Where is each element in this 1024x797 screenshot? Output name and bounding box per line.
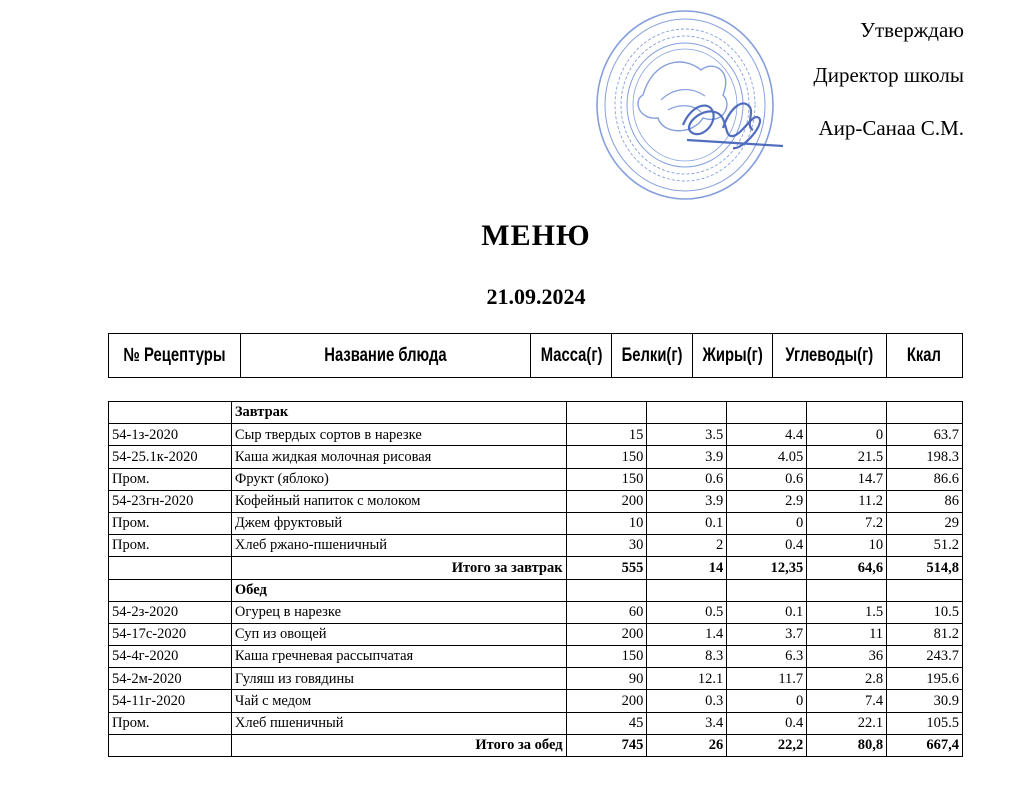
header-row: [109, 334, 963, 378]
kcal-cell: 195.6: [887, 668, 963, 690]
recipe-code-cell: [109, 557, 232, 579]
recipe-code-cell: Пром.: [109, 512, 232, 534]
fat-cell: 0.4: [727, 535, 807, 557]
kcal-cell: 105.5: [887, 712, 963, 734]
recipe-code-cell: [109, 734, 232, 756]
total-row: [109, 557, 963, 579]
protein-cell: 1.4: [647, 623, 727, 645]
fat-cell: 11.7: [727, 668, 807, 690]
table-row: [109, 446, 963, 468]
protein-cell: 2: [647, 535, 727, 557]
fat-cell: 6.3: [727, 646, 807, 668]
carbs-cell: 14.7: [807, 468, 887, 490]
approval-line-approve: Утверждаю: [860, 18, 964, 42]
col-mass: Масса(г): [531, 334, 612, 378]
fat-cell: 3.7: [727, 623, 807, 645]
kcal-cell: 10.5: [887, 601, 963, 623]
carbs-cell: 64,6: [807, 557, 887, 579]
recipe-code-cell: 54-17с-2020: [109, 623, 232, 645]
mass-cell: 200: [566, 623, 647, 645]
carbs-cell: 7.2: [807, 512, 887, 534]
protein-cell: 0.5: [647, 601, 727, 623]
dish-name-cell: Хлеб пшеничный: [231, 712, 566, 734]
table-row: [109, 668, 963, 690]
protein-cell: 26: [647, 734, 727, 756]
table-row: [109, 424, 963, 446]
fat-cell: 22,2: [727, 734, 807, 756]
carbs-cell: 0: [807, 424, 887, 446]
kcal-cell: [887, 579, 963, 601]
kcal-cell: 667,4: [887, 734, 963, 756]
kcal-cell: [887, 402, 963, 424]
fat-cell: 0.4: [727, 712, 807, 734]
dish-name-cell: Сыр твердых сортов в нарезке: [231, 424, 566, 446]
mass-cell: 60: [566, 601, 647, 623]
mass-cell: 555: [566, 557, 647, 579]
mass-cell: 90: [566, 668, 647, 690]
dish-name-cell: Чай с медом: [231, 690, 566, 712]
mass-cell: 150: [566, 646, 647, 668]
menu-date: 21.09.2024: [486, 284, 586, 309]
protein-cell: 3.4: [647, 712, 727, 734]
approval-block: [813, 14, 964, 145]
protein-cell: 0.3: [647, 690, 727, 712]
kcal-cell: 29: [887, 512, 963, 534]
col-kcal: Ккал: [886, 334, 962, 378]
col-dish-name: Название блюда: [240, 334, 530, 378]
recipe-code-cell: 54-11г-2020: [109, 690, 232, 712]
dish-name-cell: Каша жидкая молочная рисовая: [231, 446, 566, 468]
mass-cell: 200: [566, 690, 647, 712]
carbs-cell: 7.4: [807, 690, 887, 712]
protein-cell: 12.1: [647, 668, 727, 690]
table-row: [109, 712, 963, 734]
dish-name-cell: Суп из овощей: [231, 623, 566, 645]
menu-table-body: [109, 402, 963, 757]
school-seal-stamp: [583, 0, 783, 212]
fat-cell: 0: [727, 690, 807, 712]
carbs-cell: 10: [807, 535, 887, 557]
fat-cell: 0.6: [727, 468, 807, 490]
mass-cell: 10: [566, 512, 647, 534]
table-row: [109, 468, 963, 490]
col-carbs: Углеводы(г): [773, 334, 887, 378]
carbs-cell: 1.5: [807, 601, 887, 623]
protein-cell: [647, 579, 727, 601]
kcal-cell: 63.7: [887, 424, 963, 446]
dish-name-cell: Хлеб ржано-пшеничный: [231, 535, 566, 557]
protein-cell: 3.9: [647, 446, 727, 468]
table-row: [109, 535, 963, 557]
dish-name-cell: Огурец в нарезке: [231, 601, 566, 623]
col-fat: Жиры(г): [692, 334, 772, 378]
fat-cell: 2.9: [727, 490, 807, 512]
mass-cell: 150: [566, 446, 647, 468]
mass-cell: 200: [566, 490, 647, 512]
protein-cell: 0.1: [647, 512, 727, 534]
kcal-cell: 514,8: [887, 557, 963, 579]
approval-line-position: Директор школы: [813, 63, 964, 87]
carbs-cell: 21.5: [807, 446, 887, 468]
dish-name-cell: Гуляш из говядины: [231, 668, 566, 690]
kcal-cell: 86.6: [887, 468, 963, 490]
recipe-code-cell: 54-2з-2020: [109, 601, 232, 623]
recipe-code-cell: 54-25.1к-2020: [109, 446, 232, 468]
kcal-cell: 243.7: [887, 646, 963, 668]
dish-name-cell: Завтрак: [231, 402, 566, 424]
fat-cell: 12,35: [727, 557, 807, 579]
recipe-code-cell: [109, 579, 232, 601]
protein-cell: [647, 402, 727, 424]
recipe-code-cell: 54-23гн-2020: [109, 490, 232, 512]
fat-cell: [727, 402, 807, 424]
section-row: [109, 579, 963, 601]
kcal-cell: 198.3: [887, 446, 963, 468]
protein-cell: 14: [647, 557, 727, 579]
carbs-cell: 36: [807, 646, 887, 668]
carbs-cell: [807, 402, 887, 424]
recipe-code-cell: [109, 402, 232, 424]
mass-cell: [566, 402, 647, 424]
approval-line-name: Аир-Санаа С.М.: [818, 116, 964, 140]
carbs-cell: 2.8: [807, 668, 887, 690]
recipe-code-cell: 54-1з-2020: [109, 424, 232, 446]
col-protein: Белки(г): [612, 334, 693, 378]
protein-cell: 8.3: [647, 646, 727, 668]
recipe-code-cell: Пром.: [109, 535, 232, 557]
column-header-table: [108, 333, 963, 378]
menu-table: [108, 401, 963, 757]
page-title: МЕНЮ: [481, 219, 591, 252]
table-row: [109, 512, 963, 534]
recipe-code-cell: Пром.: [109, 712, 232, 734]
dish-name-cell: Итого за завтрак: [231, 557, 566, 579]
total-row: [109, 734, 963, 756]
carbs-cell: 11.2: [807, 490, 887, 512]
table-row: [109, 601, 963, 623]
section-row: [109, 402, 963, 424]
fat-cell: 4.05: [727, 446, 807, 468]
mass-cell: [566, 579, 647, 601]
mass-cell: 45: [566, 712, 647, 734]
protein-cell: 3.5: [647, 424, 727, 446]
dish-name-cell: Каша гречневая рассыпчатая: [231, 646, 566, 668]
fat-cell: [727, 579, 807, 601]
kcal-cell: 51.2: [887, 535, 963, 557]
mass-cell: 30: [566, 535, 647, 557]
recipe-code-cell: 54-2м-2020: [109, 668, 232, 690]
table-row: [109, 646, 963, 668]
carbs-cell: [807, 579, 887, 601]
fat-cell: 0.1: [727, 601, 807, 623]
carbs-cell: 11: [807, 623, 887, 645]
recipe-code-cell: 54-4г-2020: [109, 646, 232, 668]
recipe-code-cell: Пром.: [109, 468, 232, 490]
mass-cell: 150: [566, 468, 647, 490]
fat-cell: 4.4: [727, 424, 807, 446]
dish-name-cell: Фрукт (яблоко): [231, 468, 566, 490]
dish-name-cell: Итого за обед: [231, 734, 566, 756]
kcal-cell: 30.9: [887, 690, 963, 712]
mass-cell: 15: [566, 424, 647, 446]
col-recipe-number: № Рецептуры: [109, 334, 241, 378]
fat-cell: 0: [727, 512, 807, 534]
kcal-cell: 86: [887, 490, 963, 512]
carbs-cell: 80,8: [807, 734, 887, 756]
dish-name-cell: Обед: [231, 579, 566, 601]
dish-name-cell: Джем фруктовый: [231, 512, 566, 534]
protein-cell: 3.9: [647, 490, 727, 512]
table-row: [109, 690, 963, 712]
protein-cell: 0.6: [647, 468, 727, 490]
mass-cell: 745: [566, 734, 647, 756]
table-row: [109, 623, 963, 645]
table-row: [109, 490, 963, 512]
dish-name-cell: Кофейный напиток с молоком: [231, 490, 566, 512]
carbs-cell: 22.1: [807, 712, 887, 734]
kcal-cell: 81.2: [887, 623, 963, 645]
